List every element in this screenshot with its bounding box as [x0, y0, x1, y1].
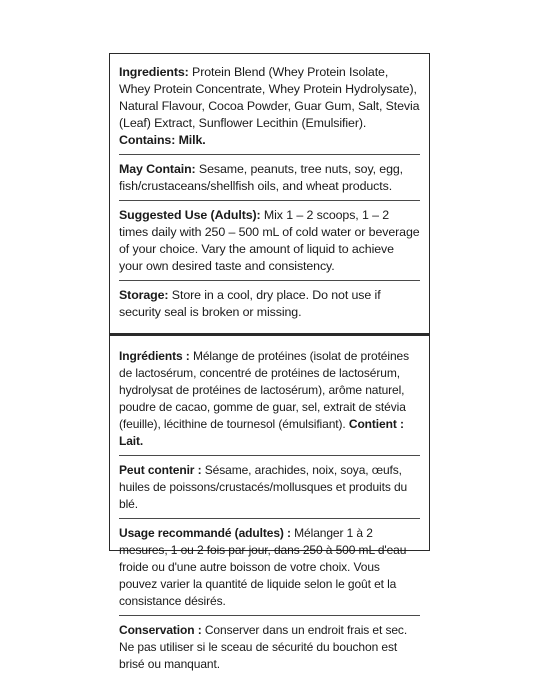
may-contain-text: Sesame, peanuts, tree nuts, soy, egg, fish/crustaceans/shellfish oils, and wheat products.: [119, 162, 404, 193]
suggested-use-text: Mix 1 – 2 scoops, 1 – 2 times daily with 250 – 500 mL of cold water or beverage of your choice. Vary the amount of liquid to achieve your own desired taste and consistency.: [119, 208, 420, 273]
suggested-use-paragraph: [119, 201, 420, 281]
suggested-use-fr-paragraph: [119, 519, 420, 616]
may-contain-fr-text: Sésame, arachides, noix, soya, œufs, huiles de poissons/crustacés/mollusques et produits du blé.: [119, 463, 408, 511]
suggested-use-fr-text: Mélanger 1 à 2 mesures, 1 ou 2 fois par jour, dans 250 à 500 mL d'eau froide ou d'une autre boisson de votre choix. Vous pouvez varier la quantité de liquide selon le goût et la consistance désirés.: [119, 526, 407, 608]
ingredients-fr-label: Ingrédients :: [119, 349, 190, 363]
ingredients-paragraph: [119, 54, 420, 155]
may-contain-paragraph: [119, 155, 420, 201]
contains-label: Contains: Milk.: [119, 133, 206, 147]
storage-label: Storage:: [119, 288, 169, 302]
suggested-use-fr-label: Usage recommandé (adultes) :: [119, 526, 291, 540]
may-contain-fr-label: Peut contenir :: [119, 463, 202, 477]
label-panel: [109, 53, 430, 671]
french-section: [110, 336, 429, 678]
storage-fr-paragraph: [119, 616, 420, 678]
suggested-use-label: Suggested Use (Adults):: [119, 208, 261, 222]
ingredients-fr-paragraph: [119, 338, 420, 456]
storage-fr-text: Conserver dans un endroit frais et sec. Ne pas utiliser si le sceau de sécurité du bouchon est brisé ou manquant.: [119, 623, 408, 671]
storage-text: Store in a cool, dry place. Do not use if security seal is broken or missing.: [119, 288, 381, 319]
may-contain-fr-paragraph: [119, 456, 420, 519]
ingredients-fr-text: Mélange de protéines (isolat de protéines de lactosérum, concentré de protéines de lactosérum, hydrolysat de protéines de lactosérum), arôme naturel, poudre de cacao, gomme de guar, sel, extrait de stévia (feuille), lécithine de tournesol (émulsifiant).: [119, 349, 409, 431]
contains-fr-label: Contient : Lait.: [119, 417, 404, 448]
storage-fr-label: Conservation :: [119, 623, 202, 637]
storage-paragraph: [119, 281, 420, 326]
ingredients-label: Ingredients:: [119, 65, 189, 79]
may-contain-label: May Contain:: [119, 162, 196, 176]
english-section: [110, 54, 429, 326]
ingredients-text: Protein Blend (Whey Protein Isolate, Whey Protein Concentrate, Whey Protein Hydrolysate), Natural Flavour, Cocoa Powder, Guar Gum, Salt, Stevia (Leaf) Extract, Sunflower Lecithin (Emulsifier).: [119, 65, 420, 130]
